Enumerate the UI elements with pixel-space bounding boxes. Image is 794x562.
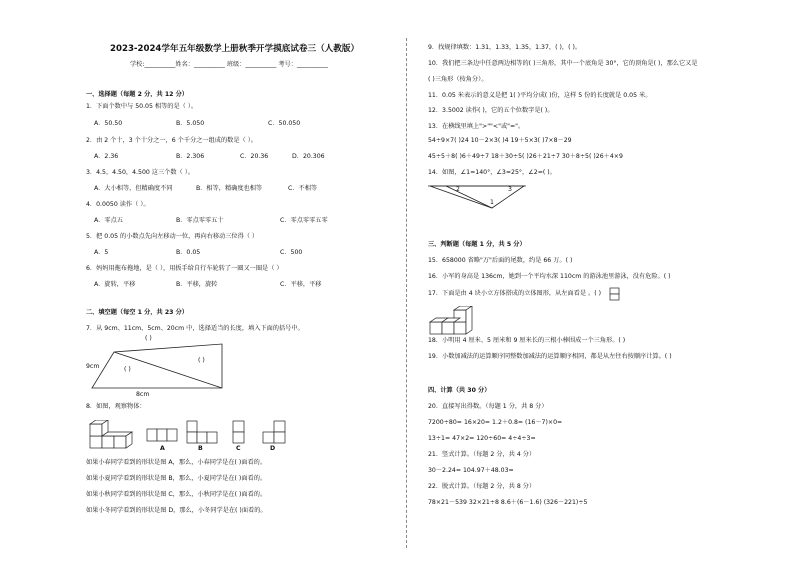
- section3-title: 三、判断题（每题 1 分，共 5 分）: [428, 241, 526, 248]
- question-20: 20．直接写出得数。（每题 1 分，共 8 分）: [428, 403, 548, 410]
- question-17: 17．下面是由 4 块小立方体搭成的立体图形，从左面看是 。( ): [428, 290, 602, 297]
- q8-label-a: A: [160, 445, 165, 452]
- question-10a: 10．我们把三条边中任意两边相等的( )三角形，其中一个底角是 30°，它的顶角是( )，那么它又是: [428, 60, 698, 67]
- q8-view-b-figure: [186, 420, 218, 444]
- q21-row: 30－2.24= 104.97＋48.03=: [428, 467, 514, 474]
- question-2: 2．由 2 个十，3 个十分之一，6 个千分之一组成的数是（ ）。: [86, 137, 257, 144]
- q3-option-b: B．相等，精确度也相等: [196, 185, 263, 192]
- q8-view-a-figure: [146, 428, 178, 442]
- column-divider: [406, 38, 407, 548]
- question-6: 6．妈妈用拖布拖地，是（ ），用扳手给自行车轮转了一圈又一圈是（ ）: [86, 265, 283, 272]
- q20-row-1: 7200÷80= 16×20= 1.2＋0.8= (16－7)×0=: [428, 419, 563, 426]
- q1-option-c: C．50.050: [268, 120, 301, 127]
- question-15: 15．658000 省略"万"后面的尾数，约是 66 万。( ): [428, 257, 573, 264]
- q8-line-a: 如果小春同学看到的形状是图 A，那么，小春同学是在( )面看的。: [86, 459, 267, 466]
- q17-left-view-figure: [609, 287, 621, 301]
- q20-row-2: 13÷1= 47×2= 120÷60= 4÷4÷3=: [428, 435, 536, 442]
- q1-option-a: A．50.50: [94, 120, 123, 127]
- question-21: 21．竖式计算。（每题 2 分，共 4 分）: [428, 451, 536, 458]
- q8-label-c: C: [236, 445, 241, 452]
- q13-row-1: 54÷9×7( )24 10－2×3( )4 19＋5×3( )7×8－29: [428, 137, 572, 144]
- q22-row: 78×21－539 32×21÷8 8.6＋(6－1.6) (326－221)÷5: [428, 499, 588, 506]
- q4-option-a: A．零点五: [94, 217, 123, 224]
- q14-label-2: 2: [456, 186, 460, 193]
- section4-title: 四、计算（共 30 分）: [428, 387, 491, 394]
- q13-row-2: 45÷5＋8( )6＋49÷7 18＋30÷5( )26＋21÷7 30＋8÷5( )26＋4×9: [428, 153, 623, 160]
- q14-label-1: 1: [490, 199, 494, 206]
- q7-paren-middle: ( ): [124, 366, 131, 373]
- q14-angle-figure: [428, 184, 528, 212]
- q8-cube-figure: [88, 420, 134, 452]
- question-4: 4．0.0050 读作（ ）。: [86, 201, 150, 208]
- q8-view-c-figure: [232, 420, 246, 444]
- page-title: 2023-2024学年五年级数学上册秋季开学摸底试卷三（人教版）: [110, 44, 360, 54]
- q6-option-a: A．旋转，平移: [94, 281, 136, 288]
- question-13: 13．在横线里填上">""<"或"="。: [428, 123, 525, 130]
- q7-paren-top: ( ): [145, 335, 152, 342]
- q7-paren-right: ( ): [198, 357, 205, 364]
- q7-trapezoid-figure: [88, 334, 248, 398]
- q8-label-b: B: [198, 445, 203, 452]
- q17-cube-figure: [428, 306, 476, 336]
- q7-label-9cm: 9cm: [86, 363, 100, 370]
- question-12: 12．3.5002 读作( )，它的五个位数字是( )。: [428, 107, 554, 114]
- q6-option-c: C．平移，平移: [280, 281, 322, 288]
- q6-option-b: B．平移，旋转: [176, 281, 218, 288]
- q3-option-c: C．不相等: [288, 185, 318, 192]
- question-10b: ( )三角形（按角分）。: [428, 76, 488, 83]
- question-14: 14．如图，∠1=140°，∠3=25°，∠2=( )。: [428, 169, 556, 176]
- q4-option-b: B．零点零零五十: [176, 217, 224, 224]
- q2-option-d: D．20.306: [292, 153, 325, 160]
- q7-label-8cm: 8cm: [136, 391, 150, 398]
- question-8: 8．如图，观察物体：: [86, 403, 146, 410]
- q8-label-d: D: [270, 445, 276, 452]
- question-11: 11．0.05 米表示的意义是把 1( )平均分成( )份，这样 5 份的长度就是 0.05 米。: [428, 92, 652, 99]
- q4-option-c: C．零点零零五零: [280, 217, 328, 224]
- q5-option-c: C．500: [280, 249, 303, 256]
- q2-option-a: A．2.36: [94, 153, 119, 160]
- q14-label-3: 3: [508, 186, 512, 193]
- question-19: 19．小数加减法的运算顺序同整数加减法的运算顺序相同，都是从左往右按顺序计算。( ): [428, 353, 672, 360]
- question-7: 7．从 9cm、11cm、5cm、20cm 中，选择适当的长度，填入下面的括号中。: [86, 325, 304, 332]
- q8-line-b: 如果小夏同学看到的形状是图 B，那么，小夏同学是在( )面看的。: [86, 475, 267, 482]
- q5-option-a: A．5: [94, 249, 109, 256]
- question-1: 1．下面个数中与 50.05 相等的是（ ）。: [86, 103, 198, 110]
- question-3: 3．4.5，4.50，4.500 这三个数（ ）。: [86, 169, 194, 176]
- q8-view-d-figure: [262, 420, 286, 444]
- q5-option-b: B．0.05: [176, 249, 201, 256]
- q2-option-c: C．20.36: [240, 153, 269, 160]
- q1-option-b: B．5.050: [176, 120, 205, 127]
- student-info-line: 学校:__________姓名：__________ 班级：__________ 考号：__________: [130, 61, 328, 68]
- question-5: 5．把 0.05 的小数点先向左移动一位，再向右移动三位得（ ）: [86, 233, 259, 240]
- section2-title: 二、填空题（每空 1 分，共 23 分）: [86, 309, 188, 316]
- question-22: 22．脱式计算。（每题 2 分，共 8 分）: [428, 483, 536, 490]
- question-9: 9．找规律填数：1.31，1.33，1.35，1.37，( )，( )。: [428, 44, 582, 51]
- q8-line-c: 如果小秋同学看到的形状是图 C，那么，小秋同学是在( )面看的。: [86, 491, 267, 498]
- q3-option-a: A．大小相等，但精确度不同: [94, 185, 173, 192]
- section1-title: 一、选择题（每题 2 分，共 12 分）: [86, 91, 188, 98]
- q8-line-d: 如果小冬同学看到的形状是图 D，那么，小冬同学是在( )面看的。: [86, 507, 267, 514]
- question-18: 18．小明用 4 厘米、5 厘米和 9 厘米长的三根小棒围成一个三角形。( ): [428, 337, 626, 344]
- q2-option-b: B．2.306: [176, 153, 205, 160]
- question-16: 16．小军的身高是 136cm，她到一个平均水深 110cm 的游泳池里游泳，没有危险。( ): [428, 273, 671, 280]
